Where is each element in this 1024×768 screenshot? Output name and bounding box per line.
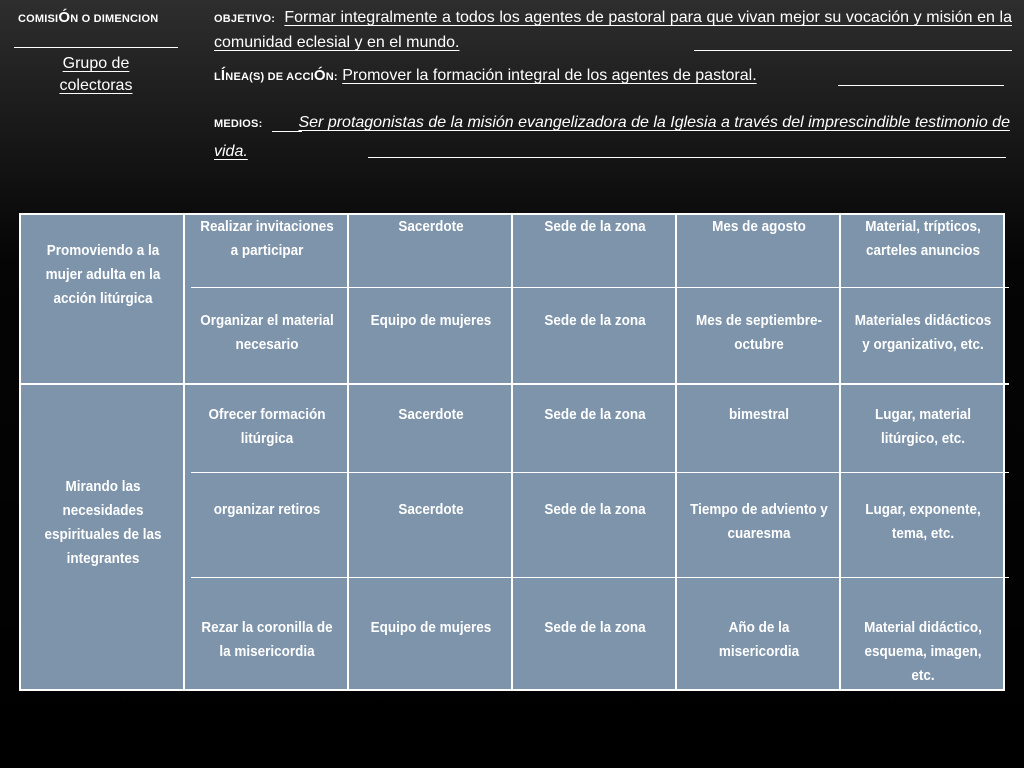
row-divider [191,577,1009,578]
row-divider [191,287,1009,288]
objetivo-rule [694,50,1012,51]
medios-rule-end [368,157,1006,158]
comision-value [16,53,176,97]
table-cell-recursos: Lugar, exponente, tema, etc. [865,502,981,542]
table-cell-recursos: Materiales didácticos y organizativo, etc. [854,313,992,353]
table-cell-responsable: Equipo de mujeres [370,620,492,636]
row-divider [191,472,1009,473]
table-cell-responsable: Sacerdote [398,407,464,423]
medios-rule-start [272,131,302,132]
comision-label: COMISIÓN O DIMENCION [18,9,159,26]
group-title: Mirando las necesidades espirituales de las integrantes [44,479,162,567]
table-cell-fecha: Mes de septiembre- octubre [696,313,822,353]
table-cell-lugar: Sede de la zona [544,620,646,636]
table-cell-lugar: Sede de la zona [544,219,646,235]
group-title: Promoviendo a la mujer adulta en la acción litúrgica [45,243,161,307]
table-cell-actividad: Ofrecer formación litúrgica [208,407,326,447]
table-cell-actividad: Organizar el material necesario [200,313,334,353]
table-cell-fecha: bimestral [729,407,789,423]
objetivo-block [214,6,1012,55]
table-cell-actividad: Rezar la coronilla de la misericordia [201,620,333,660]
table-cell-lugar: Sede de la zona [544,502,646,518]
table-cell-responsable: Equipo de mujeres [370,313,492,329]
comision-rule [14,47,178,48]
table-cell-recursos: Material didáctico, esquema, imagen, etc. [864,620,982,684]
medios-text: Ser protagonistas de la misión evangelizadora de la Iglesia a través del imprescindible testimonio de vida. [214,114,1010,160]
table-cell-responsable: Sacerdote [398,502,464,518]
group-divider [21,383,1009,385]
table-cell-actividad: organizar retiros [213,502,321,518]
table-cell-responsable: Sacerdote [398,219,464,235]
table-cell-fecha: Año de la misericordia [718,620,800,660]
table-cell-lugar: Sede de la zona [544,313,646,329]
linea-accion-block [214,64,757,89]
linea-accion-label: LÍNEA(S) DE ACCIÓN: [214,67,338,84]
objetivo-text: Formar integralmente a todos los agentes de pastoral para que vivan mejor su vocación y misión en la comunidad eclesial y en el mundo. [214,9,1013,51]
comision-value-line-1: Grupo de [62,55,130,72]
table-cell-actividad: Realizar invitaciones a participar [200,219,334,259]
linea-accion-rule [838,85,1004,86]
table-cell-recursos: Lugar, material litúrgico, etc. [875,407,971,447]
table-cell-fecha: Mes de agosto [712,219,806,235]
table-cell-recursos: Material, trípticos, carteles anuncios [865,219,981,259]
plan-table [19,213,1005,691]
objetivo-label: OBJETIVO: [214,13,276,25]
comision-value-line-2: colectoras [59,77,133,94]
table-cell-lugar: Sede de la zona [544,407,646,423]
column-divider [183,215,185,689]
medios-label: MEDIOS: [214,118,263,130]
table-cell-fecha: Tiempo de adviento y cuaresma [690,502,828,542]
linea-accion-text: Promover la formación integral de los agentes de pastoral. [342,67,757,84]
